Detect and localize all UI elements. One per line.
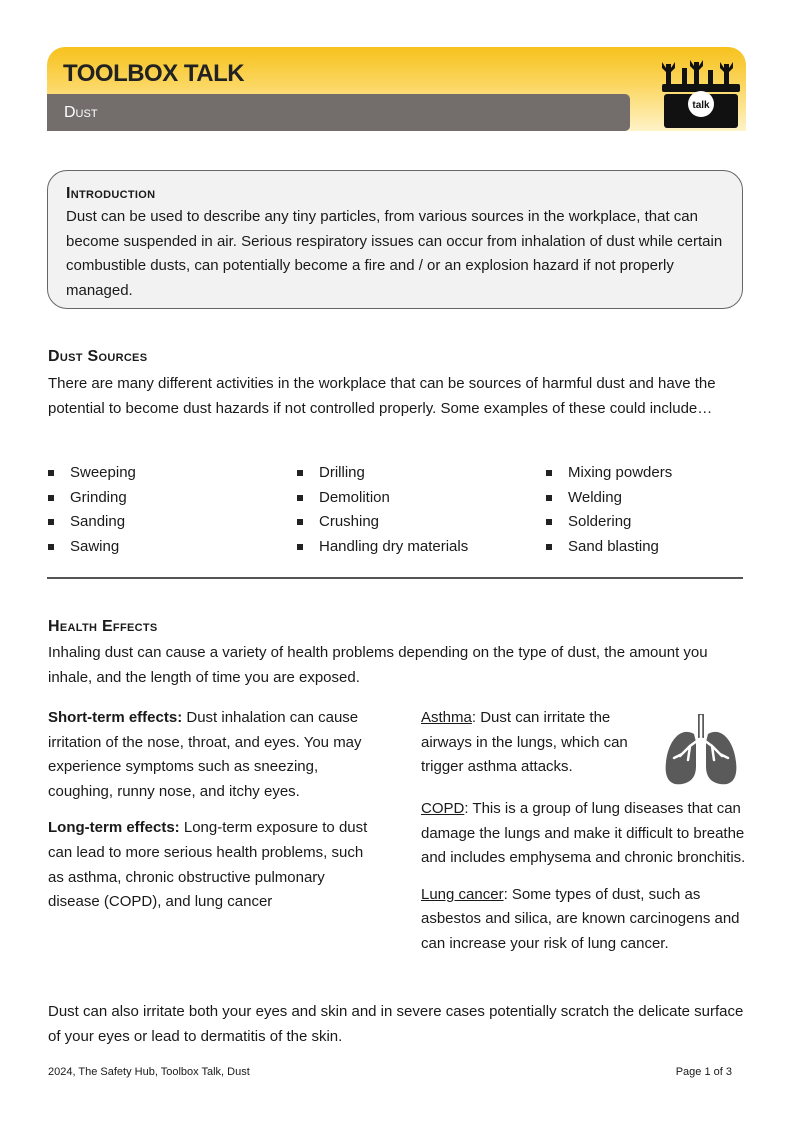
sources-list-2 (295, 461, 468, 559)
list-item: Sand blasting (544, 535, 672, 560)
asthma-label: Asthma (421, 709, 472, 726)
left-column (48, 706, 378, 915)
short-term-text: Dust inhalation can cause irritation of the nose, throat, and eyes. You may experience symptoms such as sneezing, coughing, runny nose, and itchy eyes. (48, 709, 362, 800)
lungs-icon (662, 712, 740, 788)
introduction-box (47, 170, 743, 309)
toolbox-talk-logo-icon (658, 58, 744, 130)
closing-text: Dust can also irritate both your eyes and skin and in severe cases potentially scratch the delicate surface of your eyes or lead to dermatitis of the skin. (48, 1003, 744, 1045)
svg-text:talk: talk (692, 100, 710, 111)
dust-sources-heading: Dust Sources (48, 348, 148, 365)
long-term-effects (48, 816, 378, 914)
subtitle-bar (47, 94, 630, 131)
long-term-text: Long-term exposure to dust can lead to more serious health problems, such as asthma, chronic obstructive pulmonary disease (COPD), and lung cancer (48, 819, 368, 911)
document-title: TOOLBOX TALK (63, 60, 245, 87)
footer-left: 2024, The Safety Hub, Toolbox Talk, Dust (48, 1066, 250, 1078)
asthma-block (421, 706, 646, 780)
copd-text: : This is a group of lung diseases that can damage the lungs and make it difficult to breathe and includes emphysema and chronic bronchitis. (421, 800, 746, 867)
introduction-text: Dust can be used to describe any tiny particles, from various sources in the workplace, that can become suspended in air. Serious respiratory issues can occur from inhalation of dust while certain combustible dusts, can potentially become a fire and / or an explosion hazard if not properly managed. (66, 208, 723, 299)
section-divider (47, 577, 743, 579)
copd-block (421, 797, 751, 957)
list-item: Grinding (46, 486, 136, 511)
dust-sources-text: There are many different activities in the workplace that can be sources of harmful dust and have the potential to become dust hazards if not controlled properly. Some examples of these could include… (48, 375, 716, 417)
list-item: Crushing (295, 510, 468, 535)
page-number: Page 1 of 3 (675, 1066, 732, 1078)
lung-cancer-label: Lung cancer (421, 885, 504, 903)
list-item: Sweeping (46, 461, 136, 486)
sources-list-1 (46, 461, 136, 559)
list-item: Sawing (46, 535, 136, 560)
list-item: Handling dry materials (295, 535, 468, 560)
list-item: Mixing powders (544, 461, 672, 486)
asthma-text: : Dust can irritate the airways in the lungs, which can trigger asthma attacks. (421, 709, 628, 776)
copd-label: COPD (421, 800, 465, 817)
short-term-effects (48, 706, 378, 804)
long-term-label: Long-term effects: (48, 819, 180, 837)
list-item: Welding (544, 486, 672, 511)
lung-cancer-text: : Some types of dust, such as asbestos and silica, are known carcinogens and can increase your risk of lung cancer. (421, 885, 740, 952)
document-subtitle: Dust (64, 104, 98, 121)
short-term-label: Short-term effects: (48, 709, 183, 726)
introduction-heading: Introduction (66, 185, 156, 202)
list-item: Drilling (295, 461, 468, 486)
health-effects-text: Inhaling dust can cause a variety of health problems depending on the type of dust, the amount you inhale, and the length of time you are exposed. (48, 644, 708, 686)
list-item: Demolition (295, 486, 468, 511)
list-item: Sanding (46, 510, 136, 535)
sources-list-3 (544, 461, 672, 559)
lung-cancer-block (421, 883, 751, 957)
list-item: Soldering (544, 510, 672, 535)
health-effects-heading: Health Effects (48, 618, 158, 635)
